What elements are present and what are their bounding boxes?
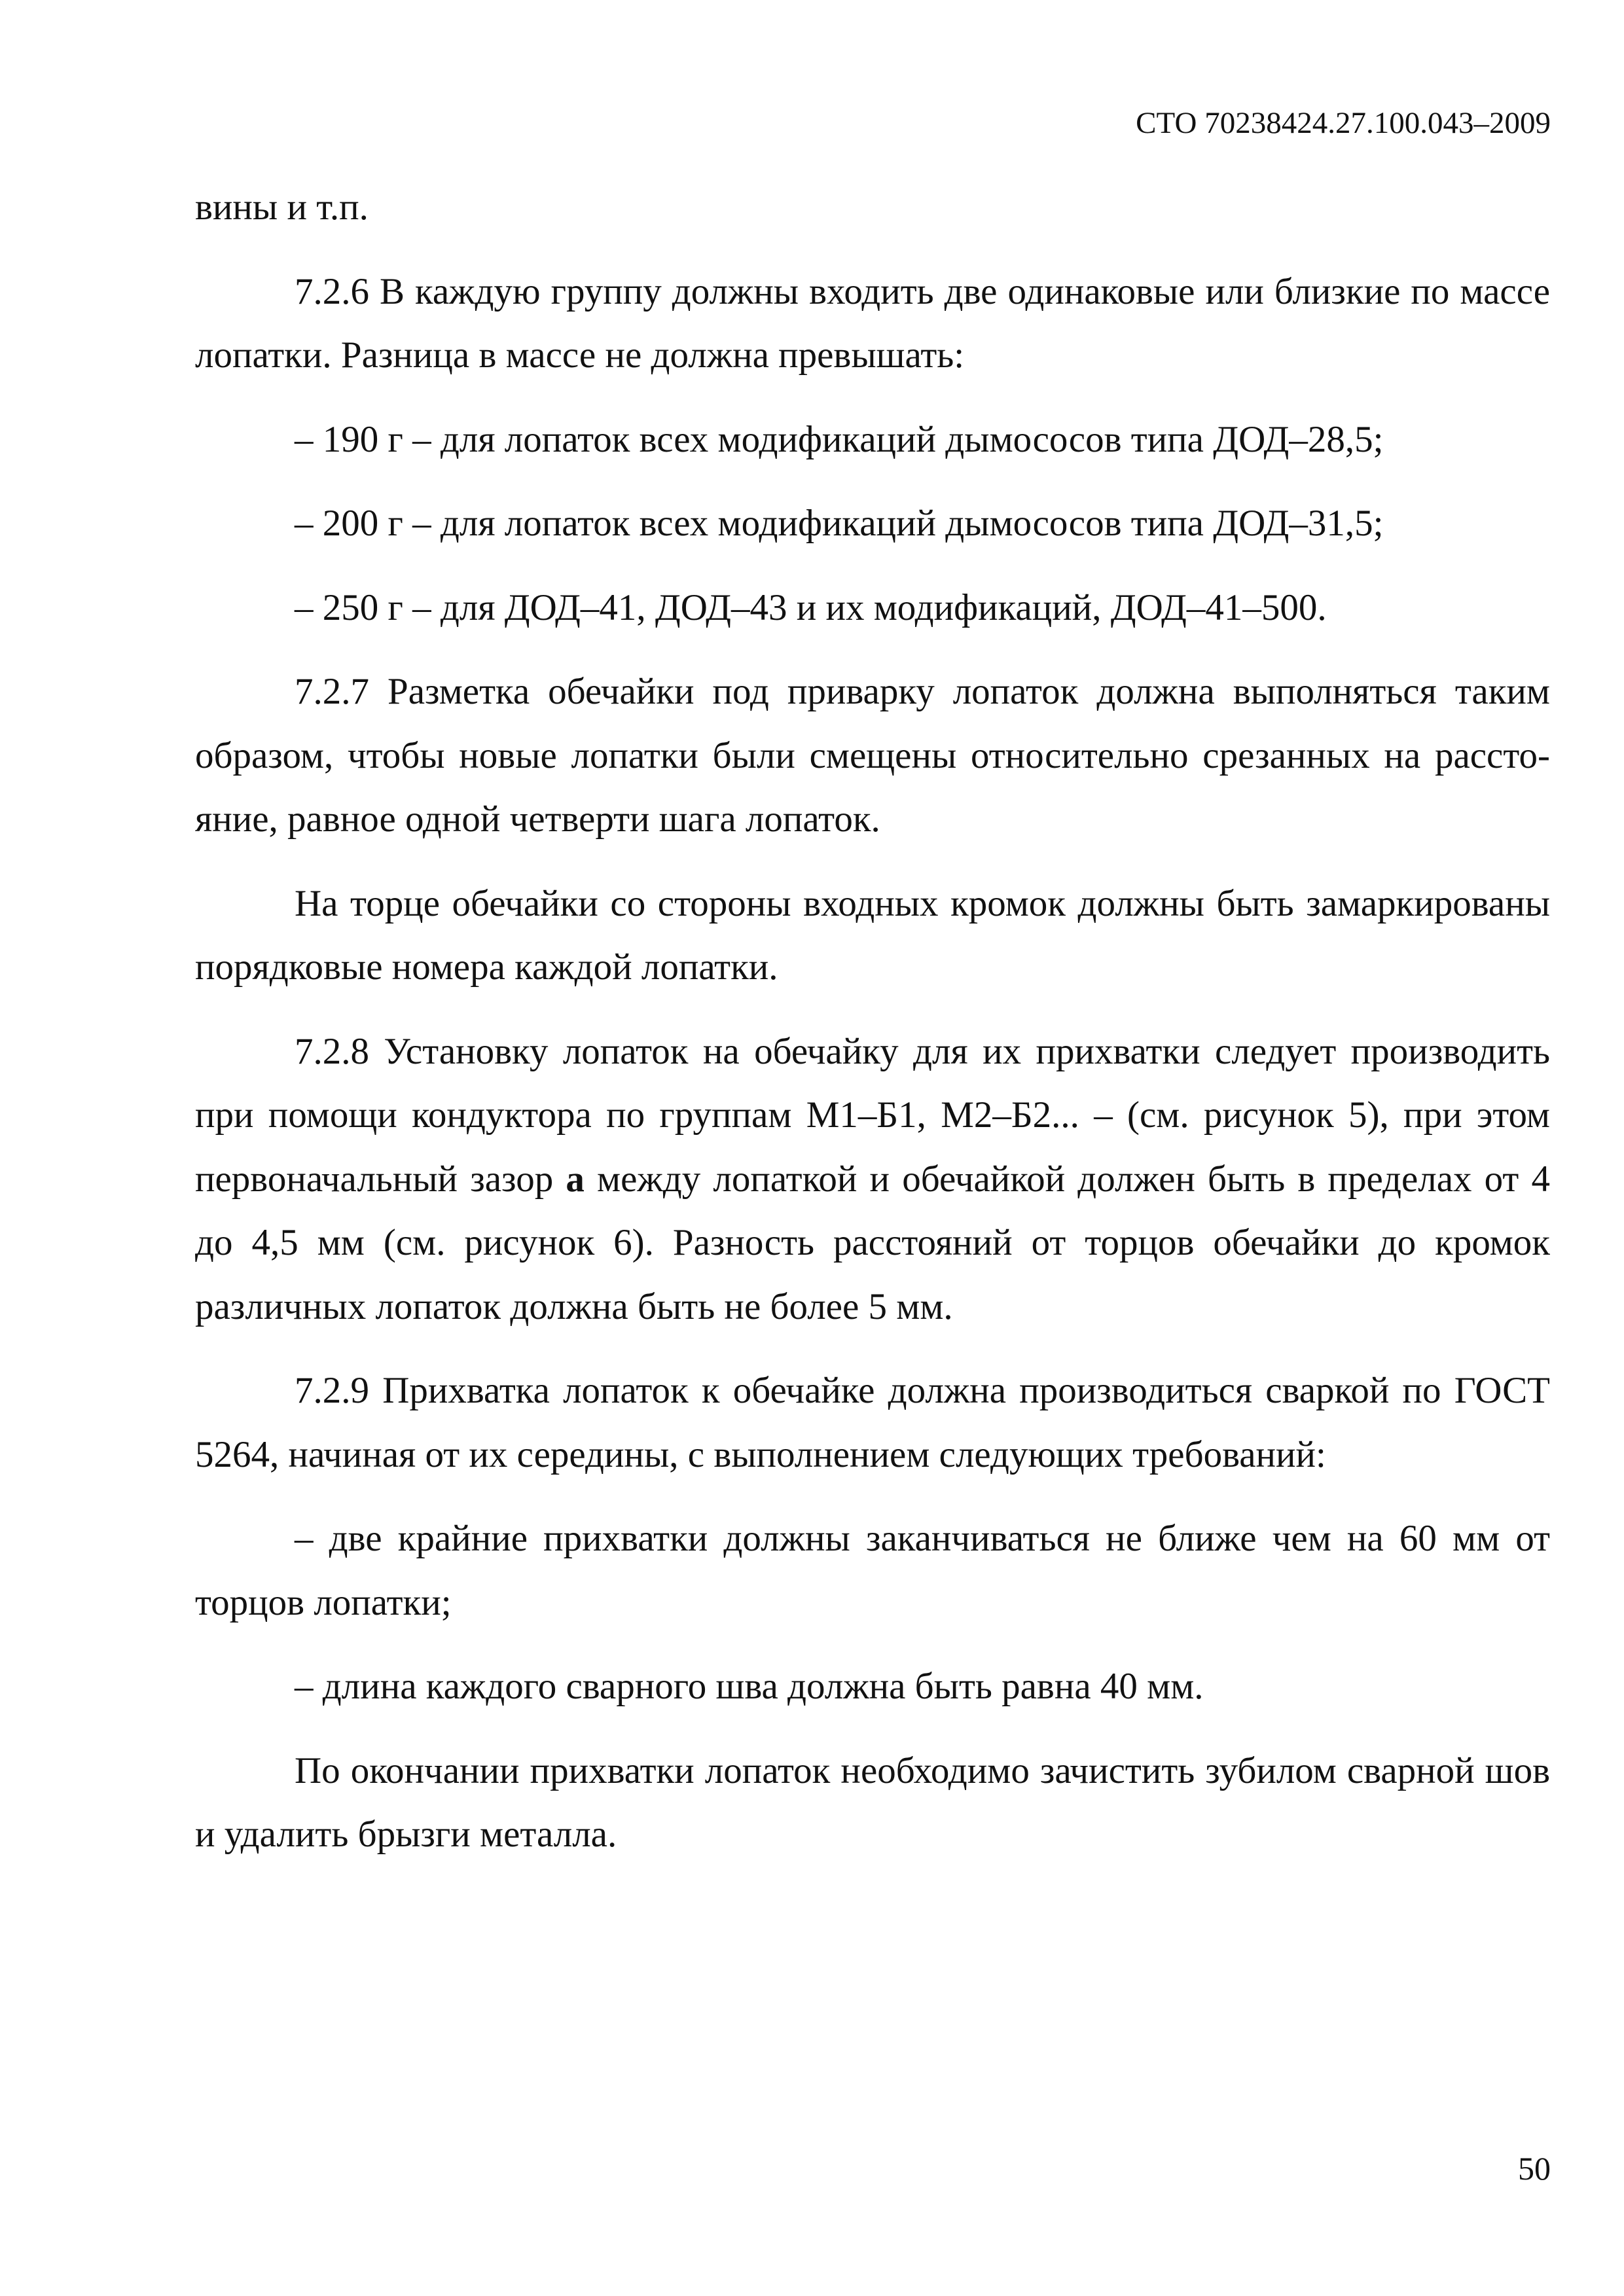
paragraph-7-2-9: 7.2.9 Прихватка лопаток к обечайке должна производиться сваркой по ГОСТ 5264, начиная от их середины, с выполнением следующих требований: [195, 1370, 1550, 1475]
list-item-tack-ends: – две крайние прихватки должны заканчиваться не ближе чем на 60 мм от торцов лопатки; [195, 1518, 1550, 1623]
list-item-mass-190: – 190 г – для лопаток всех модификаций дымососов типа ДОД–28,5; [295, 418, 1384, 460]
page-number: 50 [1518, 2150, 1551, 2187]
list-item-weld-length: – длина каждого сварного шва должна быть равна 40 мм. [295, 1666, 1204, 1707]
gap-symbol-a: а [566, 1158, 585, 1200]
paragraph-7-2-8-part-1: 7.2.8 Установку лопаток на обечайку для их прихватки следует производить при помощи кондуктора по группам М1–Б1, М2–Б2... – (см. рисунок 5), при этом первоначальный зазор [195, 1030, 1550, 1200]
list-item-mass-250: – 250 г – для ДОД–41, ДОД–43 и их модификаций, ДОД–41–500. [295, 586, 1327, 628]
paragraph-marking: На торце обечайки со стороны входных кромок должны быть замаркированы порядковые номера каждой лопатки. [195, 882, 1550, 988]
document-code-header: СТО 70238424.27.100.043–2009 [1136, 106, 1551, 140]
paragraph-7-2-8-part-2: между лопаткой и обечайкой должен быть в пределах от 4 до 4,5 мм (см. рисунок 6). Разность расстояний от торцов обечайки до кромок различных лопаток должна быть не более 5 мм. [195, 1158, 1550, 1327]
paragraph-continuation: вины и т.п. [195, 187, 369, 228]
paragraph-7-2-6: 7.2.6 В каждую группу должны входить две одинаковые или близкие по массе лопатки. Разница в массе не должна превышать: [195, 270, 1550, 376]
paragraph-7-2-7: 7.2.7 Разметка обечайки под приварку лопаток должна выполняться таким образом, чтобы новые лопатки были смещены относительно срезанных на расстояние, равное одной четверти шага лопаток. [195, 671, 1550, 840]
paragraph-7-2-8 [195, 1020, 1550, 1339]
document-body [195, 175, 1550, 1887]
paragraph-cleanup: По окончании прихватки лопаток необходимо зачистить зубилом сварной шов и удалить брызги металла. [195, 1749, 1550, 1855]
list-item-mass-200: – 200 г – для лопаток всех модификаций дымососов типа ДОД–31,5; [295, 503, 1384, 544]
